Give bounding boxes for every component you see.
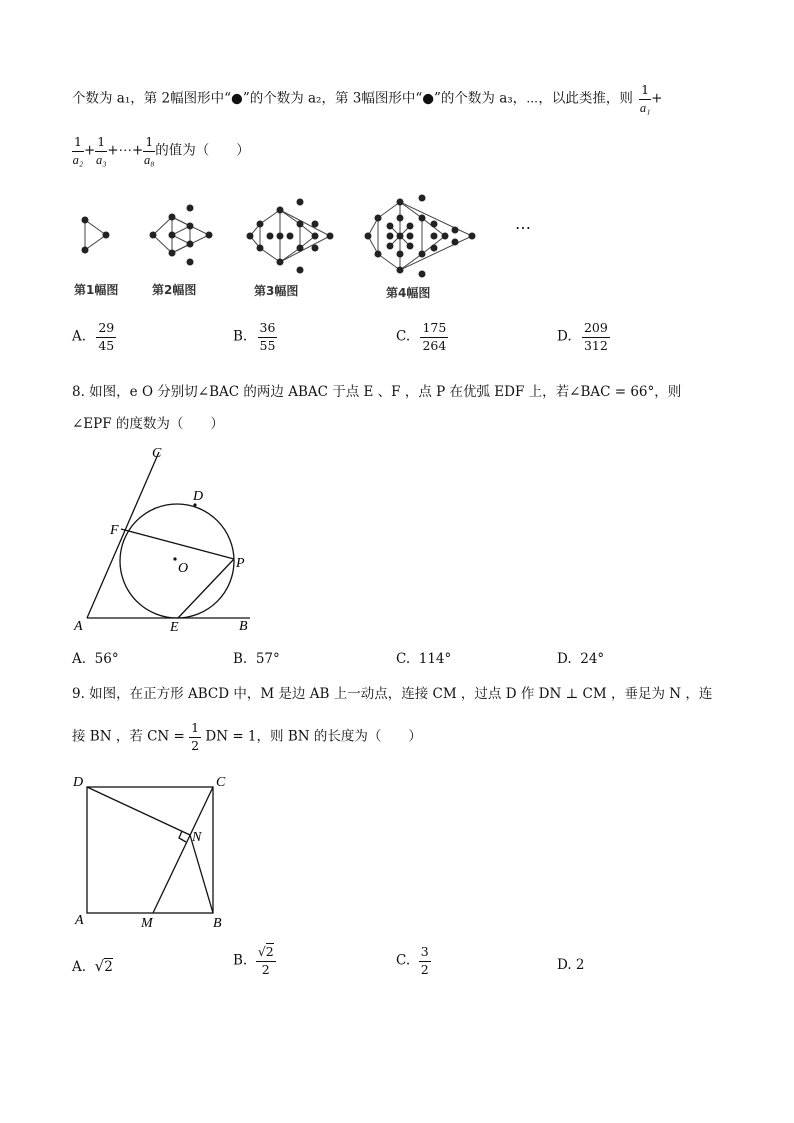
q7-ellipsis: ⋯: [515, 218, 531, 237]
q9-square-figure: [65, 770, 245, 935]
segment-nb: [190, 835, 213, 913]
label-c: C: [216, 775, 226, 790]
label-n: N: [192, 830, 202, 845]
q7-frac-a8: $\frac{1}{\text{a₈}}$: [144, 134, 155, 167]
q8-stem-line2: ∠EPF 的度数为（ ）: [72, 416, 224, 432]
caption-figure-3: 第3幅图: [254, 284, 299, 298]
caption-figure-1: 第1幅图: [74, 283, 119, 297]
q9-stem-line1: 9. 如图，在正方形 ABCD 中，M 是边 AB 上一动点，连接 CM ，过点 D 作 DN ⊥ CM ，垂足为 N ，连: [72, 686, 713, 702]
q7-line1: 个数为 a₁，第 2幅图形中“●”的个数为 a₂，第 3幅图形中“●”的个数为 a₃，⋯，以此类推，则 $\frac{1}{\text{a₁}}$ +: [72, 82, 663, 115]
circle-o: [120, 504, 234, 618]
q8-option-a[interactable]: A. 56°: [72, 651, 119, 667]
figure-4-dots: [365, 195, 476, 278]
q8-option-b[interactable]: B. 57°: [233, 651, 280, 667]
label-c: C: [152, 446, 162, 461]
label-o: O: [178, 561, 189, 576]
label-a: A: [74, 619, 83, 634]
segment-dn: [87, 787, 190, 835]
q7-frac-a2: $\frac{1}{\text{a₂}}$: [72, 134, 84, 167]
label-f: F: [110, 523, 119, 538]
q7-option-d[interactable]: D. $\frac{209}{312}$: [557, 320, 608, 353]
segment-fp: [121, 529, 234, 559]
q9-stem-line2: 接 BN ，若 CN = $\frac{1}{2}$ DN = 1，则 BN 的长度为（ ）: [72, 720, 422, 753]
label-m: M: [141, 916, 153, 931]
label-e: E: [170, 620, 179, 635]
q7-line1-text: 个数为 a₁，第 2幅图形中“●”的个数为 a₂，第 3幅图形中“●”的个数为 a₃，⋯，以此类推，则: [72, 90, 633, 107]
label-b: B: [239, 619, 248, 634]
q9-option-c[interactable]: C. $\frac{3}{2}$: [396, 944, 429, 977]
label-b: B: [213, 916, 222, 931]
q9-option-d[interactable]: D. 2: [557, 957, 585, 973]
q7-pattern-figures: [60, 190, 560, 285]
label-a: A: [75, 913, 84, 928]
caption-figure-4: 第4幅图: [386, 286, 431, 300]
ray-ac: [87, 452, 159, 618]
figure-2: [153, 217, 209, 253]
q8-stem-line1: 8. 如图，e O 分别切∠BAC 的两边 ABAC 于点 E 、F ，点 P 在优弧 EDF 上，若∠BAC = 66°，则: [72, 384, 682, 400]
figure-2-dots: [150, 205, 213, 266]
label-d: D: [73, 775, 84, 790]
label-d: D: [193, 489, 204, 504]
q7-frac-a1: $\frac{1}{\text{a₁}}$: [639, 82, 651, 115]
q8-circle-figure: [60, 440, 280, 640]
figure-1-dots: [82, 217, 110, 254]
q8-option-d[interactable]: D. 24°: [557, 651, 605, 667]
figure-4: [368, 202, 472, 270]
q7-option-a[interactable]: A. $\frac{29}{45}$: [72, 320, 115, 353]
q9-option-a[interactable]: A. √2: [72, 957, 113, 975]
q7-line2: $\frac{1}{\text{a₂}}$ + $\frac{1}{\text{a₃}}$ +⋯+ $\frac{1}{\text{a₈}}$ 的值为（ ）: [72, 134, 250, 167]
label-p: P: [236, 556, 245, 571]
q7-frac-a3: $\frac{1}{\text{a₃}}$: [95, 134, 107, 167]
segment-cm: [153, 787, 213, 913]
center-dot-o: [173, 557, 176, 560]
q7-option-b[interactable]: B. $\frac{36}{55}$: [233, 320, 276, 353]
q9-frac-half: $\frac{1}{2}$: [191, 720, 200, 753]
sqrt-symbol: √: [257, 944, 266, 959]
caption-figure-2: 第2幅图: [152, 283, 197, 297]
q7-option-c[interactable]: C. $\frac{175}{264}$: [396, 320, 447, 353]
sqrt-symbol: √: [94, 957, 105, 975]
q8-option-c[interactable]: C. 114°: [396, 651, 452, 667]
q9-option-b[interactable]: B. $\frac{√2}{2}$: [233, 944, 274, 977]
